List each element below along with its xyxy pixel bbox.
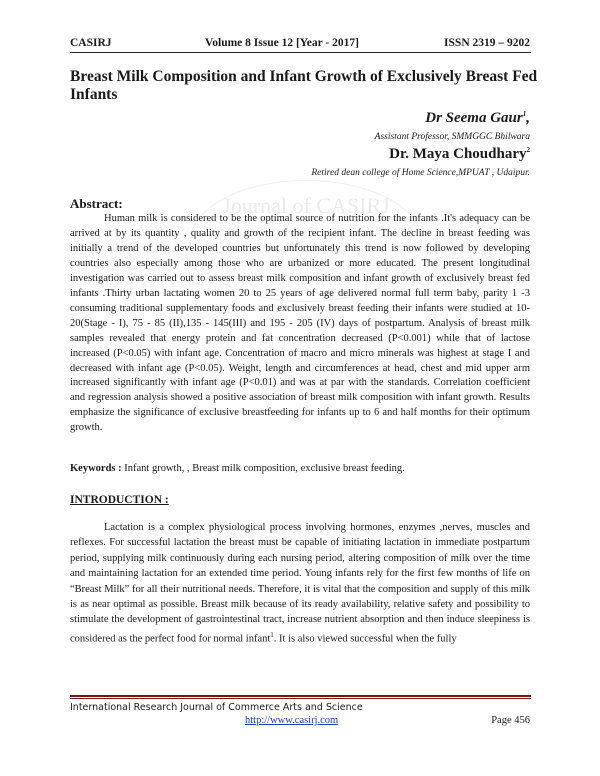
abstract-heading: Abstract: [70,196,123,211]
abstract-text: Human milk is considered to be the optimal source of nutrition for the infants .It's adequacy can be arrived at by its quantity , quality and growth of the recipient infant. The decline in breast feeding was initially a trend of the developed countries but unfortunately this trend is now followed by developing countries also especially among those who are urbanized or more educated. The present longitudinal investigation was carried out to assess breast milk composition and infant growth of exclusively breast fed infants .Thirty urban lactating women 20 to 25 years of age delivered normal full term baby, parity 1 -3 consuming traditional supplementary foods and exclusively breast feeding their infants were studied at 10-20(Stage - I), 75 - 85 (II),135 - 145(III) and 195 - 205 (IV) days of postpartum. Analysis of breast milk samples revealed that energy protein and fat concentration decreased (P<0.001) while that of lactose increased (P<0.05) with infant age. Concentration of macro and micro minerals was highest at stage I and decreased with infant age (P<0.05). Weight, length and circumferences at head, chest and mid upper arm increased significantly with infant age (P<0.01) and was at par with the standards. Correlation coefficient and regression analysis showed a positive association of breast milk composition with infant growth. Results emphasize the significance of exclusive breastfeeding for infants up to 6 and half months for their optimum growth. [70,213,530,434]
journal-watermark: Journal of CASIRJ [190,180,422,302]
page-number: Page 456 [491,715,530,726]
author-2-name: Dr. Maya Choudhary$^2$ [389,146,530,162]
header-rule [70,52,531,53]
footer-rule-thin [70,698,531,699]
header-journal-abbr: CASIRJ [70,37,112,49]
author-1-affiliation: Assistant Professor, SMMGGC Bhilwara [374,132,530,142]
footer-rule-thick [70,695,531,697]
footer-journal-name: International Research Journal of Commerce Arts and Science [70,702,363,713]
author-2-affiliation: Retired dean college of Home Science,MPUAT , Udaipur. [311,168,530,178]
header-volume: Volume 8 Issue 12 [Year - 2017] [205,37,359,49]
paper-title: Breast Milk Composition and Infant Growth of Exclusively Breast Fed Infants [70,68,538,103]
footer-journal-link[interactable]: http://www.casirj.com [245,715,339,726]
author-1-name: Dr Seema Gaur$^1$, [425,110,530,126]
introduction-heading: INTRODUCTION : [70,494,169,506]
keywords: Keywords : Infant growth, , Breast milk composition, exclusive breast feeding. [70,463,405,474]
introduction-text: Lactation is a complex physiological process involving hormones, enzymes ,nerves, muscles and reflexes. For successful lactation the breast must be capable of initiating lactation in immediate postpartum period, supplying milk continuously during each nursing period, altering composition of milk over the time and maintaining lactation for an extended time period. Young infants rely for the first few months of life on “Breast Milk” for all their nutritional needs. Therefore, it is vital that the composition and supply of this milk is as near optimal as possible. Breast milk because of its ready availability, relative safety and possibility to stimulate the development of gastrointestinal tract, increase nutrient absorption and then induce sleepiness is considered as the perfect food for normal infant$^1$. It is also viewed successful when the fully [70,522,530,645]
header-issn: ISSN 2319 – 9202 [444,37,530,49]
